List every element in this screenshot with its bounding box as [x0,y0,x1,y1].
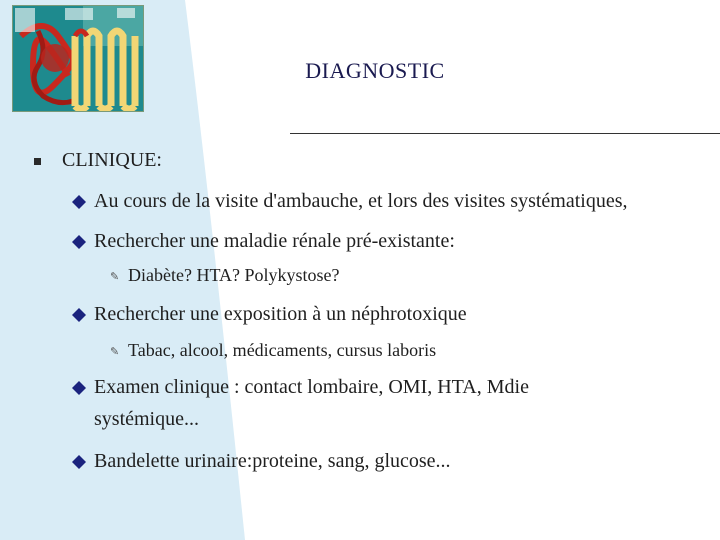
nephron-illustration-icon [12,5,144,112]
sub-item-tabac: Tabac, alcool, médicaments, cursus laboris [128,340,437,360]
diamond-bullet-icon [72,235,86,249]
title-divider [290,133,720,134]
sub-item-diabete: Diabète? HTA? Polykystose? [128,265,340,285]
slide-title: DIAGNOSTIC [305,58,445,83]
list-item-bandelette: Bandelette urinaire:proteine, sang, glucose... [94,450,451,472]
pencil-bullet-icon: ✎ [110,345,120,358]
pencil-bullet-icon: ✎ [110,270,120,283]
diamond-bullet-icon [72,455,86,469]
square-bullet-icon [34,158,41,165]
list-item-nephrotoxique: Rechercher une exposition à un néphrotoxique [94,303,467,325]
list-item-visite: Au cours de la visite d'ambauche, et lors des visites systématiques, [94,190,628,212]
list-item-examen-clinique: Examen clinique : contact lombaire, OMI, HTA, Mdie [94,376,529,398]
list-item-examen-clinique-continuation: systémique... [94,408,199,430]
heading-clinique: CLINIQUE: [62,149,162,171]
diamond-bullet-icon [72,308,86,322]
list-item-maladie-renale: Rechercher une maladie rénale pré-existante: [94,230,455,252]
diamond-bullet-icon [72,195,86,209]
diamond-bullet-icon [72,381,86,395]
